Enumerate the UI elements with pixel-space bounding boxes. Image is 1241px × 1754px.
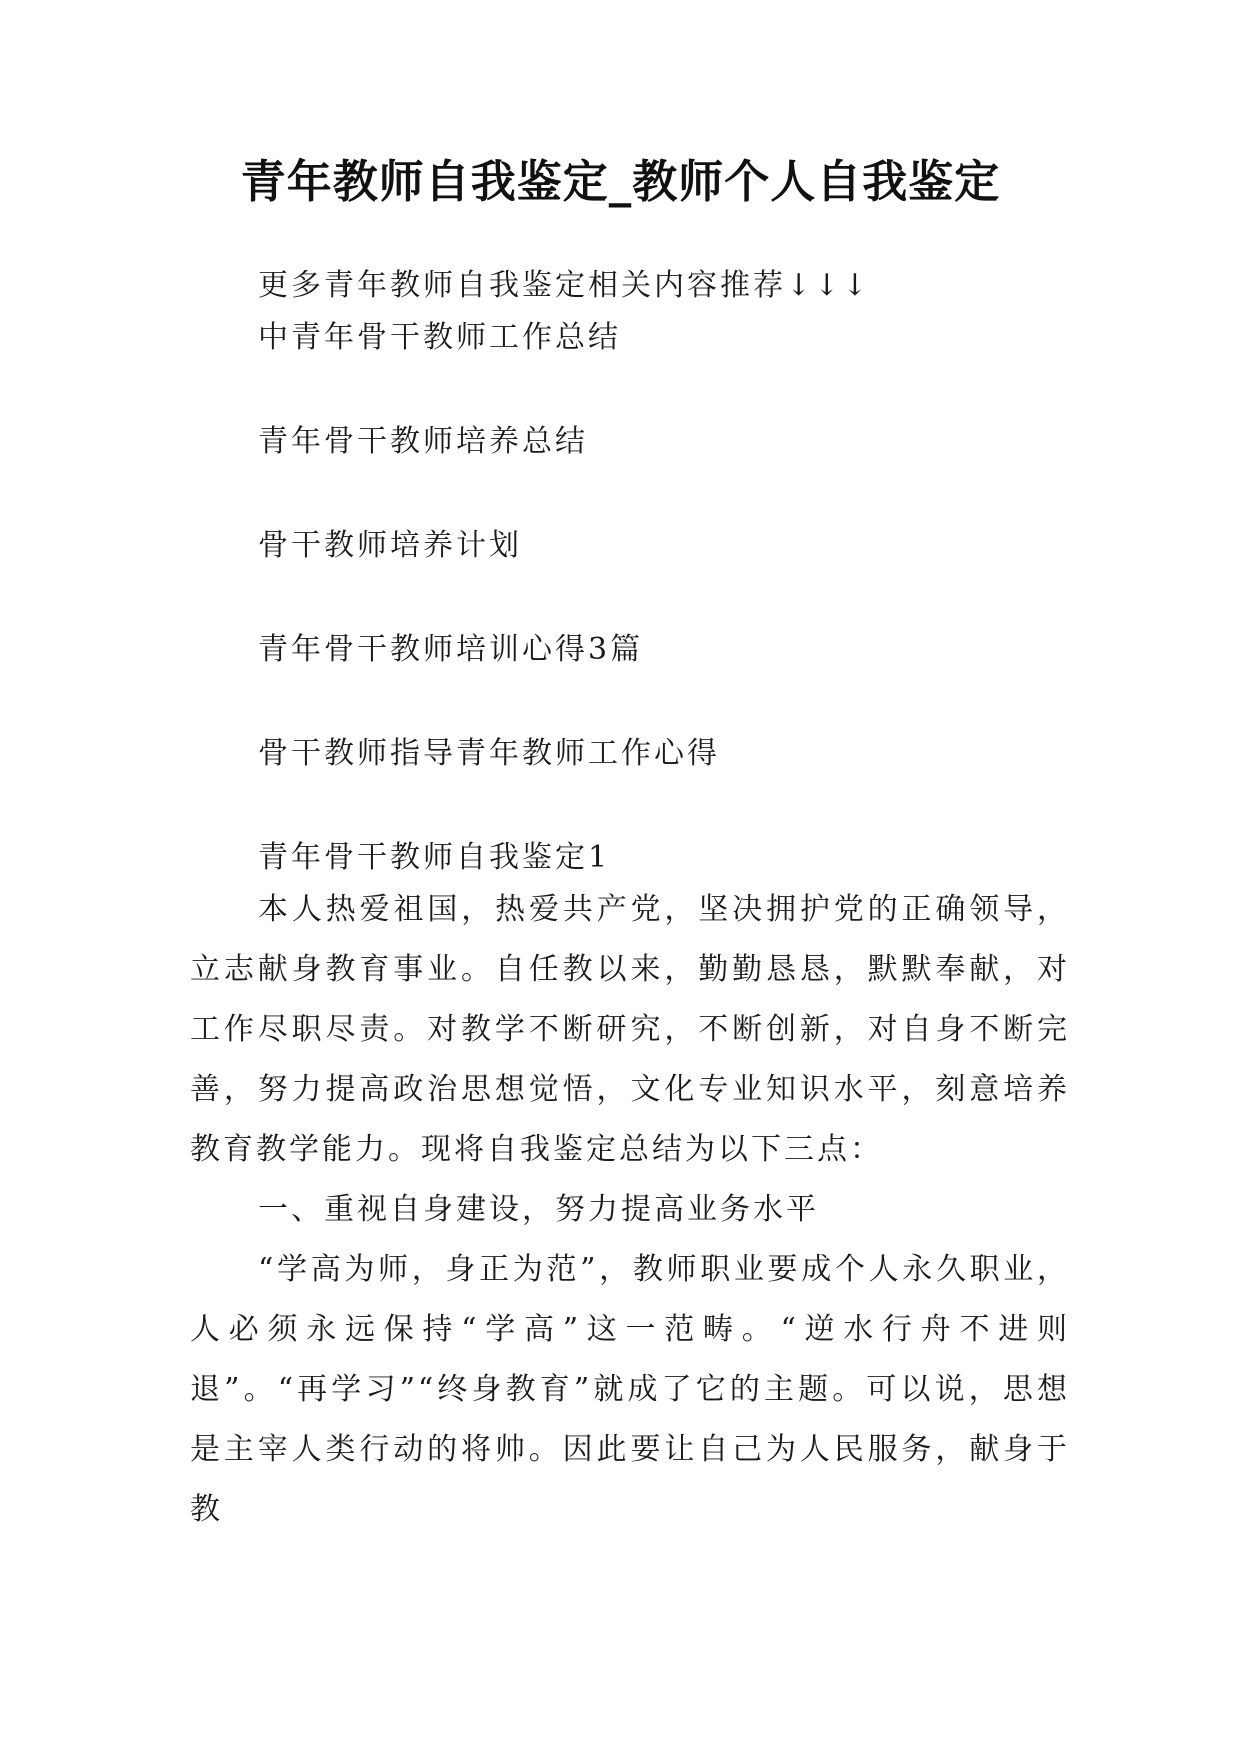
document-title: 青年教师自我鉴定_教师个人自我鉴定 — [240, 155, 1001, 208]
section-heading: 青年骨干教师自我鉴定1 — [258, 840, 611, 875]
recommend-link-2[interactable]: 青年骨干教师培养总结 — [258, 424, 588, 459]
paragraph-one: “学高为师，身正为范”，教师职业要成个人永久职业，人必须永远保持“学高”这一范畴。“逆水行舟不进则退”。“再学习”“终身教育”就成了它的主题。可以说，思想是主宰人类行动的将帅。因此要让自己为人民服务，献身于教 — [190, 1252, 1070, 1527]
recommend-link-5[interactable]: 骨干教师指导青年教师工作心得 — [258, 736, 720, 771]
recommend-link-1[interactable]: 中青年骨干教师工作总结 — [258, 320, 621, 355]
recommend-link-3[interactable]: 骨干教师培养计划 — [258, 528, 522, 563]
paragraph-intro: 本人热爱祖国，热爱共产党，坚决拥护党的正确领导，立志献身教育事业。自任教以来，勤勤恳恳，默默奉献，对工作尽职尽责。对教学不断研究，不断创新，对自身不断完善，努力提高政治思想觉悟，文化专业知识水平，刻意培养教育教学能力。现将自我鉴定总结为以下三点： — [190, 892, 1070, 1167]
subheading-one: 一、重视自身建设，努力提高业务水平 — [258, 1192, 819, 1227]
recommend-link-4[interactable]: 青年骨干教师培训心得3篇 — [258, 632, 644, 667]
recommend-intro: 更多青年教师自我鉴定相关内容推荐↓↓↓ — [258, 268, 871, 303]
